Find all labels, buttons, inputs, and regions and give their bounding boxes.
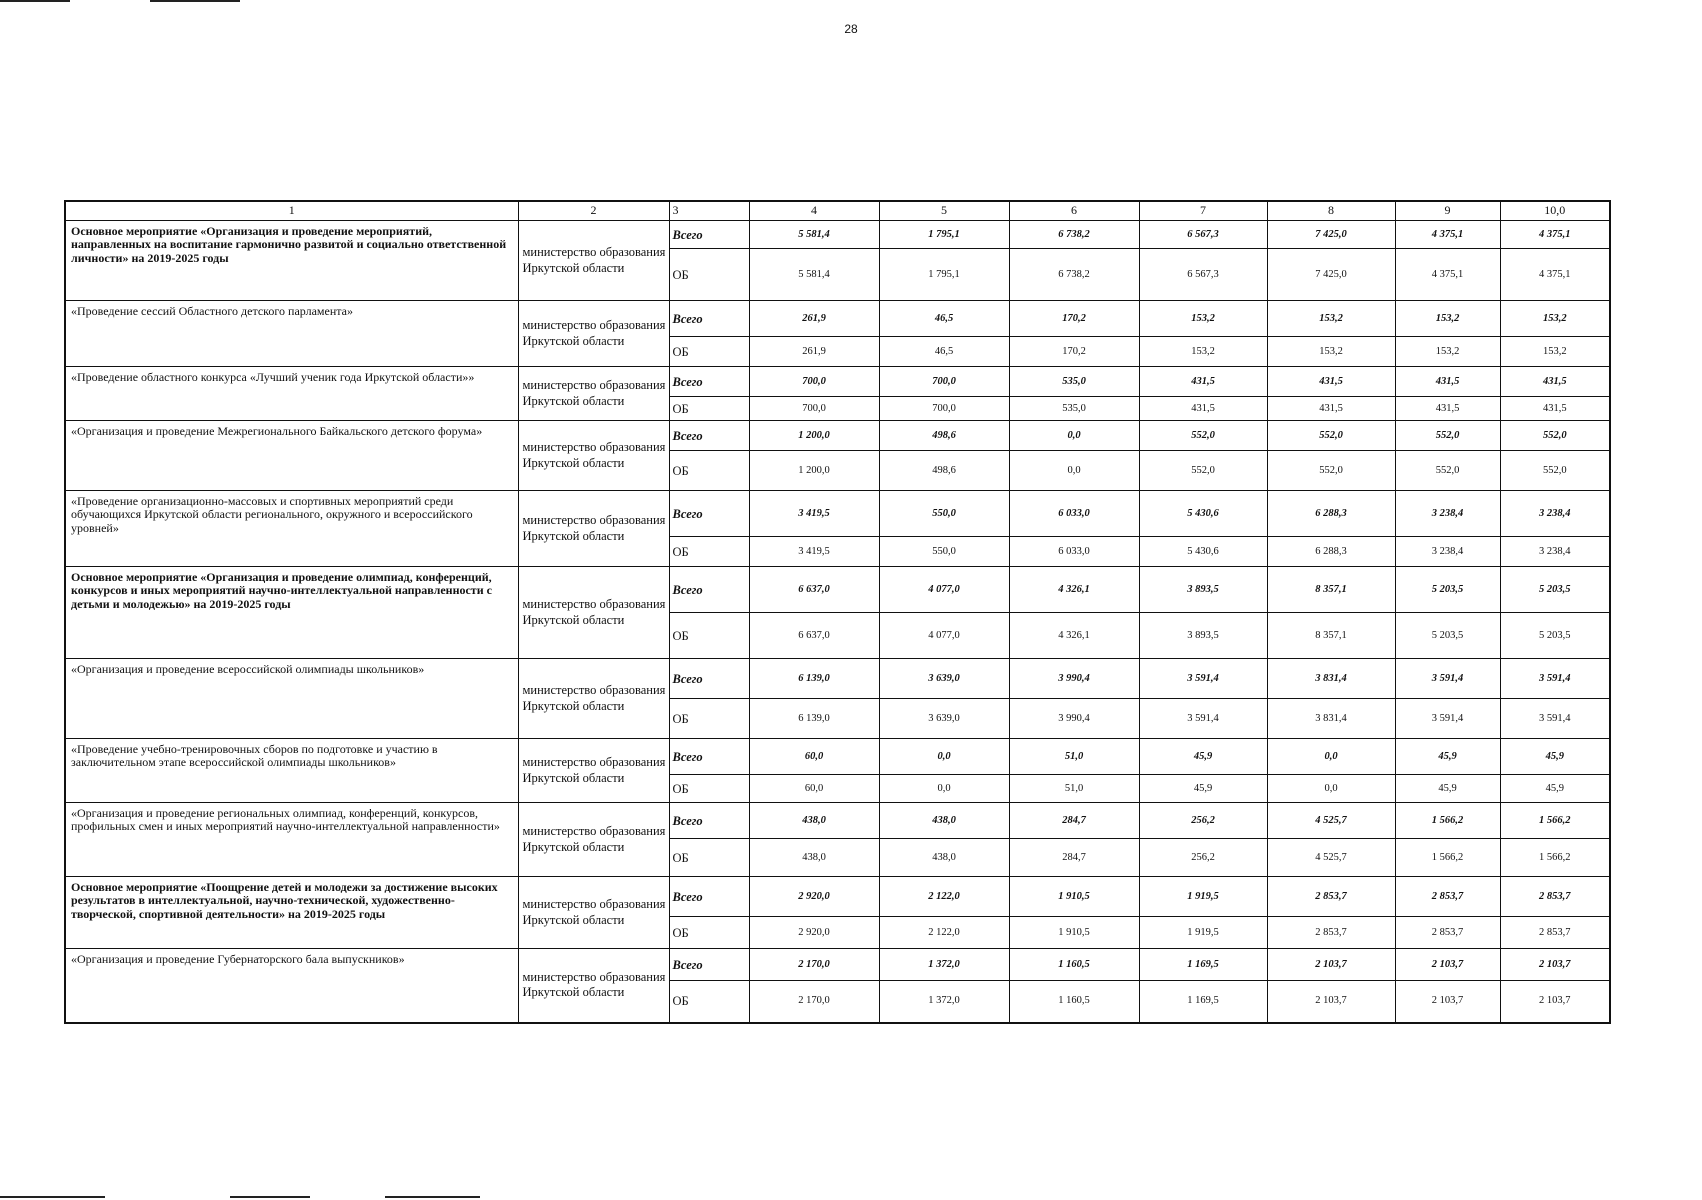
total-value: 51,0 xyxy=(1009,739,1139,775)
total-value: 45,9 xyxy=(1395,739,1500,775)
source-label: ОБ xyxy=(669,451,749,491)
source-label: ОБ xyxy=(669,917,749,949)
source-value: 431,5 xyxy=(1267,397,1395,421)
total-value: 700,0 xyxy=(749,367,879,397)
activity-name: «Проведение учебно-тренировочных сборов по подготовке и участию в заключительном этапе всероссийской олимпиады школьников» xyxy=(65,739,518,803)
source-value: 2 103,7 xyxy=(1395,981,1500,1023)
source-value: 438,0 xyxy=(879,839,1009,877)
total-value: 700,0 xyxy=(879,367,1009,397)
source-value: 438,0 xyxy=(749,839,879,877)
source-value: 153,2 xyxy=(1500,337,1610,367)
executor-cell: министерство образования Иркутской области xyxy=(518,567,669,659)
total-value: 3 990,4 xyxy=(1009,659,1139,699)
scan-edge-top-2 xyxy=(150,0,240,2)
activity-name: «Организация и проведение Губернаторского бала выпускников» xyxy=(65,949,518,1023)
source-label: ОБ xyxy=(669,699,749,739)
total-value: 4 375,1 xyxy=(1395,221,1500,249)
header-cell: 1 xyxy=(65,201,518,221)
source-value: 431,5 xyxy=(1395,397,1500,421)
source-value: 2 103,7 xyxy=(1500,981,1610,1023)
total-value: 8 357,1 xyxy=(1267,567,1395,613)
header-cell: 7 xyxy=(1139,201,1267,221)
total-label: Всего xyxy=(669,301,749,337)
total-value: 438,0 xyxy=(749,803,879,839)
source-value: 153,2 xyxy=(1395,337,1500,367)
source-value: 3 591,4 xyxy=(1139,699,1267,739)
scan-edge-bottom-3 xyxy=(385,1196,480,1198)
total-value: 1 372,0 xyxy=(879,949,1009,981)
source-value: 60,0 xyxy=(749,775,879,803)
total-value: 1 169,5 xyxy=(1139,949,1267,981)
activity-name: «Проведение организационно-массовых и спортивных мероприятий среди обучающихся Иркутской области регионального, окружного и всероссийского уровней» xyxy=(65,491,518,567)
total-value: 5 203,5 xyxy=(1395,567,1500,613)
source-label: ОБ xyxy=(669,249,749,301)
table-row-total xyxy=(65,949,1610,981)
total-value: 431,5 xyxy=(1395,367,1500,397)
total-value: 3 591,4 xyxy=(1139,659,1267,699)
total-value: 3 893,5 xyxy=(1139,567,1267,613)
total-value: 2 103,7 xyxy=(1267,949,1395,981)
executor-cell: министерство образования Иркутской области xyxy=(518,739,669,803)
total-value: 1 795,1 xyxy=(879,221,1009,249)
source-label: ОБ xyxy=(669,337,749,367)
source-value: 1 919,5 xyxy=(1139,917,1267,949)
total-value: 3 238,4 xyxy=(1500,491,1610,537)
source-value: 46,5 xyxy=(879,337,1009,367)
source-value: 6 288,3 xyxy=(1267,537,1395,567)
source-value: 4 375,1 xyxy=(1395,249,1500,301)
source-value: 535,0 xyxy=(1009,397,1139,421)
total-value: 7 425,0 xyxy=(1267,221,1395,249)
total-value: 4 525,7 xyxy=(1267,803,1395,839)
source-value: 5 430,6 xyxy=(1139,537,1267,567)
total-value: 498,6 xyxy=(879,421,1009,451)
total-value: 552,0 xyxy=(1500,421,1610,451)
source-value: 1 200,0 xyxy=(749,451,879,491)
total-value: 6 139,0 xyxy=(749,659,879,699)
total-value: 0,0 xyxy=(1267,739,1395,775)
total-value: 6 637,0 xyxy=(749,567,879,613)
executor-cell: министерство образования Иркутской области xyxy=(518,949,669,1023)
activity-name: «Проведение областного конкурса «Лучший ученик года Иркутской области»» xyxy=(65,367,518,421)
total-value: 552,0 xyxy=(1395,421,1500,451)
total-value: 2 920,0 xyxy=(749,877,879,917)
total-value: 1 910,5 xyxy=(1009,877,1139,917)
source-value: 45,9 xyxy=(1139,775,1267,803)
total-value: 3 238,4 xyxy=(1395,491,1500,537)
total-label: Всего xyxy=(669,877,749,917)
total-value: 46,5 xyxy=(879,301,1009,337)
source-value: 284,7 xyxy=(1009,839,1139,877)
total-label: Всего xyxy=(669,659,749,699)
source-label: ОБ xyxy=(669,613,749,659)
total-value: 2 170,0 xyxy=(749,949,879,981)
source-value: 1 160,5 xyxy=(1009,981,1139,1023)
source-value: 7 425,0 xyxy=(1267,249,1395,301)
source-value: 3 238,4 xyxy=(1395,537,1500,567)
source-value: 8 357,1 xyxy=(1267,613,1395,659)
total-value: 431,5 xyxy=(1139,367,1267,397)
source-value: 5 203,5 xyxy=(1500,613,1610,659)
scan-edge-bottom-2 xyxy=(230,1196,310,1198)
total-value: 153,2 xyxy=(1395,301,1500,337)
source-value: 6 139,0 xyxy=(749,699,879,739)
executor-cell: министерство образования Иркутской области xyxy=(518,367,669,421)
source-label: ОБ xyxy=(669,397,749,421)
header-cell: 6 xyxy=(1009,201,1139,221)
total-value: 3 831,4 xyxy=(1267,659,1395,699)
source-value: 0,0 xyxy=(879,775,1009,803)
total-value: 60,0 xyxy=(749,739,879,775)
total-value: 1 919,5 xyxy=(1139,877,1267,917)
total-value: 284,7 xyxy=(1009,803,1139,839)
table-row-total xyxy=(65,367,1610,397)
total-value: 1 566,2 xyxy=(1500,803,1610,839)
source-label: ОБ xyxy=(669,775,749,803)
total-value: 1 566,2 xyxy=(1395,803,1500,839)
source-value: 552,0 xyxy=(1267,451,1395,491)
table-row-total xyxy=(65,739,1610,775)
total-value: 2 853,7 xyxy=(1395,877,1500,917)
total-value: 552,0 xyxy=(1267,421,1395,451)
source-value: 6 033,0 xyxy=(1009,537,1139,567)
table-row-total xyxy=(65,567,1610,613)
source-value: 4 077,0 xyxy=(879,613,1009,659)
total-value: 256,2 xyxy=(1139,803,1267,839)
total-value: 1 160,5 xyxy=(1009,949,1139,981)
total-value: 0,0 xyxy=(1009,421,1139,451)
total-value: 431,5 xyxy=(1267,367,1395,397)
total-value: 6 288,3 xyxy=(1267,491,1395,537)
total-value: 3 591,4 xyxy=(1395,659,1500,699)
total-label: Всего xyxy=(669,739,749,775)
total-value: 2 853,7 xyxy=(1267,877,1395,917)
source-value: 0,0 xyxy=(1267,775,1395,803)
header-cell: 4 xyxy=(749,201,879,221)
total-label: Всего xyxy=(669,421,749,451)
scan-edge-top-1 xyxy=(0,0,70,2)
source-value: 6 637,0 xyxy=(749,613,879,659)
source-value: 3 893,5 xyxy=(1139,613,1267,659)
source-value: 153,2 xyxy=(1267,337,1395,367)
header-cell: 3 xyxy=(669,201,749,221)
source-value: 3 990,4 xyxy=(1009,699,1139,739)
total-value: 438,0 xyxy=(879,803,1009,839)
total-value: 550,0 xyxy=(879,491,1009,537)
budget-table xyxy=(64,200,1611,1024)
source-value: 550,0 xyxy=(879,537,1009,567)
total-value: 6 738,2 xyxy=(1009,221,1139,249)
total-value: 2 103,7 xyxy=(1395,949,1500,981)
source-value: 4 326,1 xyxy=(1009,613,1139,659)
total-value: 4 077,0 xyxy=(879,567,1009,613)
total-value: 552,0 xyxy=(1139,421,1267,451)
activity-name: «Проведение сессий Областного детского парламента» xyxy=(65,301,518,367)
source-value: 1 795,1 xyxy=(879,249,1009,301)
source-value: 1 566,2 xyxy=(1395,839,1500,877)
source-value: 3 639,0 xyxy=(879,699,1009,739)
executor-cell: министерство образования Иркутской области xyxy=(518,659,669,739)
executor-cell: министерство образования Иркутской области xyxy=(518,803,669,877)
total-value: 431,5 xyxy=(1500,367,1610,397)
main-activity-name: Основное мероприятие «Организация и проведение мероприятий, направленных на воспитание гармонично развитой и социально ответственной личности» на 2019-2025 годы xyxy=(65,221,518,301)
header-row xyxy=(65,201,1610,221)
source-value: 261,9 xyxy=(749,337,879,367)
table-row-total xyxy=(65,659,1610,699)
total-value: 2 122,0 xyxy=(879,877,1009,917)
executor-cell: министерство образования Иркутской области xyxy=(518,301,669,367)
source-label: ОБ xyxy=(669,981,749,1023)
source-value: 700,0 xyxy=(879,397,1009,421)
total-value: 3 419,5 xyxy=(749,491,879,537)
source-value: 1 566,2 xyxy=(1500,839,1610,877)
executor-cell: министерство образования Иркутской области xyxy=(518,421,669,491)
source-value: 2 103,7 xyxy=(1267,981,1395,1023)
activity-name: «Организация и проведение всероссийской олимпиады школьников» xyxy=(65,659,518,739)
source-value: 3 591,4 xyxy=(1500,699,1610,739)
total-label: Всего xyxy=(669,567,749,613)
source-value: 153,2 xyxy=(1139,337,1267,367)
total-label: Всего xyxy=(669,491,749,537)
total-value: 5 430,6 xyxy=(1139,491,1267,537)
source-value: 2 853,7 xyxy=(1267,917,1395,949)
scan-edge-bottom-1 xyxy=(0,1196,105,1198)
total-value: 3 591,4 xyxy=(1500,659,1610,699)
total-value: 6 567,3 xyxy=(1139,221,1267,249)
source-value: 6 567,3 xyxy=(1139,249,1267,301)
activity-name: «Организация и проведение Межрегионального Байкальского детского форума» xyxy=(65,421,518,491)
executor-cell: министерство образования Иркутской области xyxy=(518,877,669,949)
source-label: ОБ xyxy=(669,537,749,567)
source-value: 45,9 xyxy=(1500,775,1610,803)
source-value: 700,0 xyxy=(749,397,879,421)
total-label: Всего xyxy=(669,367,749,397)
total-value: 153,2 xyxy=(1139,301,1267,337)
table-row-total xyxy=(65,803,1610,839)
source-value: 552,0 xyxy=(1395,451,1500,491)
total-value: 2 853,7 xyxy=(1500,877,1610,917)
source-value: 5 203,5 xyxy=(1395,613,1500,659)
source-value: 2 853,7 xyxy=(1395,917,1500,949)
page-number: 28 xyxy=(844,22,858,36)
main-activity-name: Основное мероприятие «Организация и проведение олимпиад, конференций, конкурсов и иных мероприятий научно-интеллектуальной направленности с детьми и молодежью» на 2019-2025 годы xyxy=(65,567,518,659)
total-value: 5 203,5 xyxy=(1500,567,1610,613)
executor-cell: министерство образования Иркутской области xyxy=(518,221,669,301)
header-cell: 5 xyxy=(879,201,1009,221)
table-row-total xyxy=(65,301,1610,337)
source-value: 1 372,0 xyxy=(879,981,1009,1023)
total-value: 2 103,7 xyxy=(1500,949,1610,981)
source-value: 4 525,7 xyxy=(1267,839,1395,877)
source-value: 45,9 xyxy=(1395,775,1500,803)
activity-name: «Организация и проведение региональных олимпиад, конференций, конкурсов, профильных смен и иных мероприятий научно-интеллектуальной направленности» xyxy=(65,803,518,877)
table-row-total xyxy=(65,877,1610,917)
source-value: 3 591,4 xyxy=(1395,699,1500,739)
source-value: 6 738,2 xyxy=(1009,249,1139,301)
source-value: 2 853,7 xyxy=(1500,917,1610,949)
source-value: 3 238,4 xyxy=(1500,537,1610,567)
table-row-total xyxy=(65,421,1610,451)
source-value: 51,0 xyxy=(1009,775,1139,803)
source-value: 256,2 xyxy=(1139,839,1267,877)
executor-cell: министерство образования Иркутской области xyxy=(518,491,669,567)
table-body xyxy=(65,201,1610,1023)
total-value: 6 033,0 xyxy=(1009,491,1139,537)
total-value: 0,0 xyxy=(879,739,1009,775)
header-cell: 9 xyxy=(1395,201,1500,221)
header-cell: 2 xyxy=(518,201,669,221)
source-value: 552,0 xyxy=(1139,451,1267,491)
total-value: 45,9 xyxy=(1500,739,1610,775)
source-value: 3 831,4 xyxy=(1267,699,1395,739)
source-value: 170,2 xyxy=(1009,337,1139,367)
total-label: Всего xyxy=(669,803,749,839)
source-value: 431,5 xyxy=(1139,397,1267,421)
total-value: 535,0 xyxy=(1009,367,1139,397)
total-value: 4 326,1 xyxy=(1009,567,1139,613)
total-value: 4 375,1 xyxy=(1500,221,1610,249)
total-value: 153,2 xyxy=(1267,301,1395,337)
source-value: 431,5 xyxy=(1500,397,1610,421)
total-value: 1 200,0 xyxy=(749,421,879,451)
source-value: 2 920,0 xyxy=(749,917,879,949)
total-value: 261,9 xyxy=(749,301,879,337)
table-row-total xyxy=(65,221,1610,249)
total-value: 5 581,4 xyxy=(749,221,879,249)
total-value: 45,9 xyxy=(1139,739,1267,775)
source-value: 552,0 xyxy=(1500,451,1610,491)
source-value: 1 169,5 xyxy=(1139,981,1267,1023)
source-value: 2 170,0 xyxy=(749,981,879,1023)
main-activity-name: Основное мероприятие «Поощрение детей и молодежи за достижение высоких результатов в интеллектуальной, научно-технической, художественно-творческой, спортивной деятельности» на 2019-2025 годы xyxy=(65,877,518,949)
total-label: Всего xyxy=(669,221,749,249)
source-value: 3 419,5 xyxy=(749,537,879,567)
total-label: Всего xyxy=(669,949,749,981)
source-value: 498,6 xyxy=(879,451,1009,491)
source-value: 0,0 xyxy=(1009,451,1139,491)
header-cell: 8 xyxy=(1267,201,1395,221)
source-value: 4 375,1 xyxy=(1500,249,1610,301)
total-value: 153,2 xyxy=(1500,301,1610,337)
source-label: ОБ xyxy=(669,839,749,877)
source-value: 5 581,4 xyxy=(749,249,879,301)
table-row-total xyxy=(65,491,1610,537)
total-value: 3 639,0 xyxy=(879,659,1009,699)
source-value: 1 910,5 xyxy=(1009,917,1139,949)
source-value: 2 122,0 xyxy=(879,917,1009,949)
total-value: 170,2 xyxy=(1009,301,1139,337)
header-cell: 10,0 xyxy=(1500,201,1610,221)
